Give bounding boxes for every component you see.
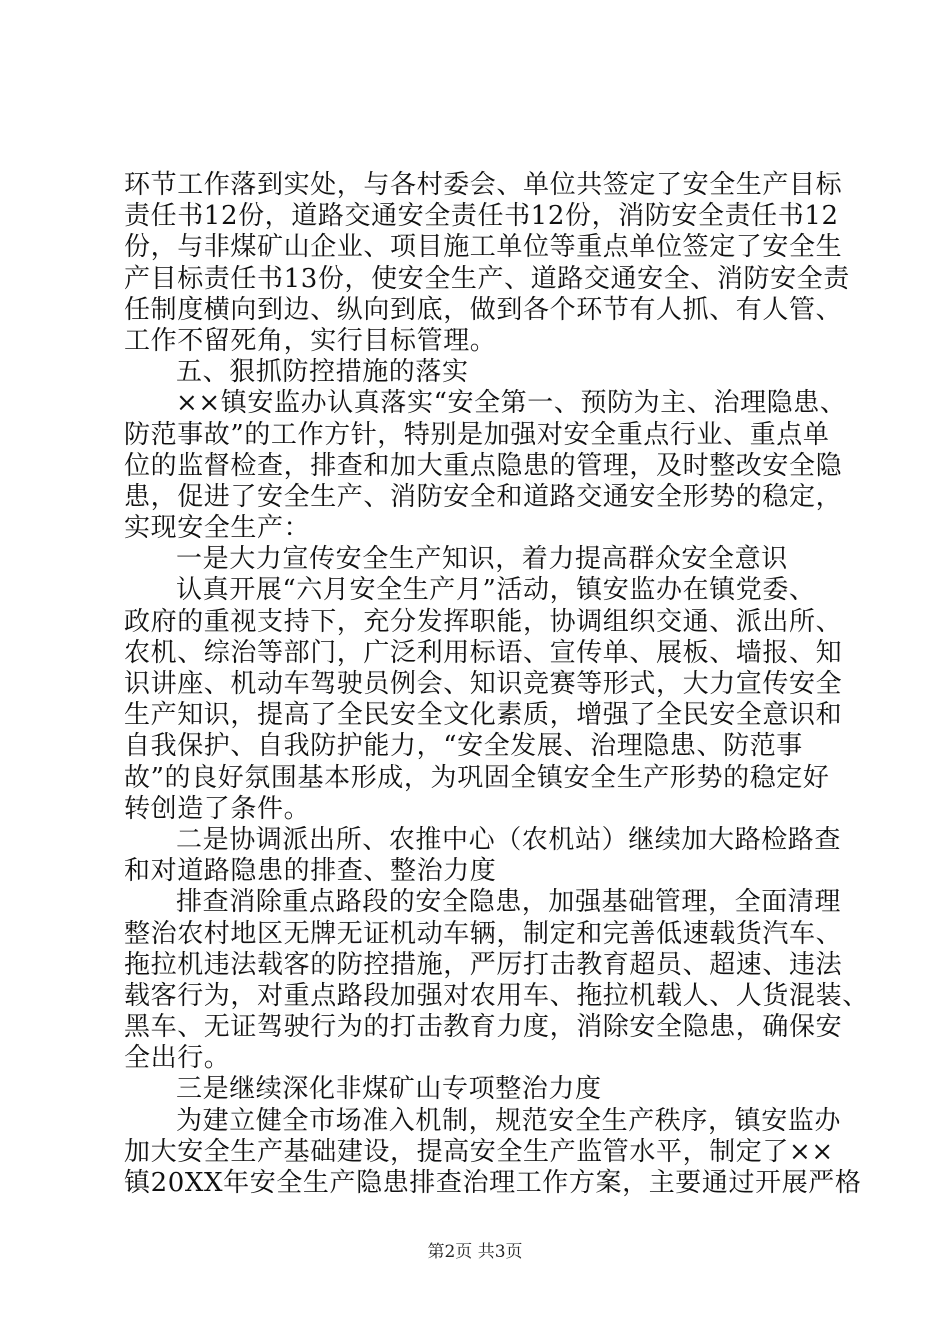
page-number-label: 第2页 共3页 [427,1242,523,1262]
text-line: 自我保护、自我防护能力，“安全发展、治理隐患、防范事 [124,731,803,762]
text-line: 患，促进了安全生产、消防安全和道路交通安全形势的稳定， [124,481,843,512]
text-line: 全出行。 [124,1043,231,1074]
text-line: 二是协调派出所、农推中心（农机站）继续加大路检路查 [176,824,842,855]
text-line: 责任书12份，道路交通安全责任书12份，消防安全责任书12 [124,201,839,232]
text-line: 镇20XX年安全生产隐患排查治理工作方案，主要通过开展严格 [124,1168,862,1198]
text-line: 任制度横向到边、纵向到底，做到各个环节有人抓、有人管、 [124,294,843,325]
text-line: 工作不留死角，实行目标管理。 [124,325,497,356]
text-line: 和对道路隐患的排查、整治力度 [124,856,497,887]
document-body [124,170,869,1199]
text-line: 五、狠抓防控措施的落实 [176,357,469,388]
text-line: 环节工作落到实处，与各村委会、单位共签定了安全生产目标 [124,170,843,200]
text-line: 一是大力宣传安全生产知识，着力提高群众安全意识 [176,544,788,575]
text-line: 整治农村地区无牌无证机动车辆，制定和完善低速载货汽车、 [124,918,843,949]
text-line: 农机、综治等部门，广泛利用标语、宣传单、展板、墙报、知 [124,637,843,668]
text-line: 加大安全生产基础建设，提高安全生产监管水平，制定了×× [124,1136,834,1167]
text-line: 份，与非煤矿山企业、项目施工单位等重点单位签定了安全生 [124,232,843,263]
text-line: 识讲座、机动车驾驶员例会、知识竞赛等形式，大力宣传安全 [124,669,843,699]
text-line: 位的监督检查，排查和加大重点隐患的管理，及时整改安全隐 [124,450,843,481]
text-line: 生产知识，提高了全民安全文化素质，增强了全民安全意识和 [124,700,843,731]
text-line: 拖拉机违法载客的防控措施，严厉打击教育超员、超速、违法 [124,949,843,980]
text-line: 三是继续深化非煤矿山专项整治力度 [176,1074,602,1105]
text-line: 防范事故”的工作方针，特别是加强对安全重点行业、重点单 [124,419,830,450]
page-footer [0,1242,950,1262]
text-line: ××镇安监办认真落实“安全第一、预防为主、治理隐患、 [176,388,847,419]
text-line: 转创造了条件。 [124,793,311,824]
text-line: 产目标责任书13份，使安全生产、道路交通安全、消防安全责 [124,263,850,294]
text-line: 政府的重视支持下，充分发挥职能，协调组织交通、派出所、 [124,606,843,637]
text-line: 实现安全生产： [124,513,311,544]
text-line: 排查消除重点路段的安全隐患，加强基础管理，全面清理 [176,887,842,918]
text-line: 为建立健全市场准入机制，规范安全生产秩序，镇安监办 [176,1105,842,1136]
text-line: 载客行为，对重点路段加强对农用车、拖拉机载人、人货混装、 [124,980,869,1011]
text-line: 故”的良好氛围基本形成，为巩固全镇安全生产形势的稳定好 [124,762,830,793]
text-line: 黑车、无证驾驶行为的打击教育力度，消除安全隐患，确保安 [124,1012,843,1043]
text-line: 认真开展“六月安全生产月”活动，镇安监办在镇党委、 [176,575,816,606]
